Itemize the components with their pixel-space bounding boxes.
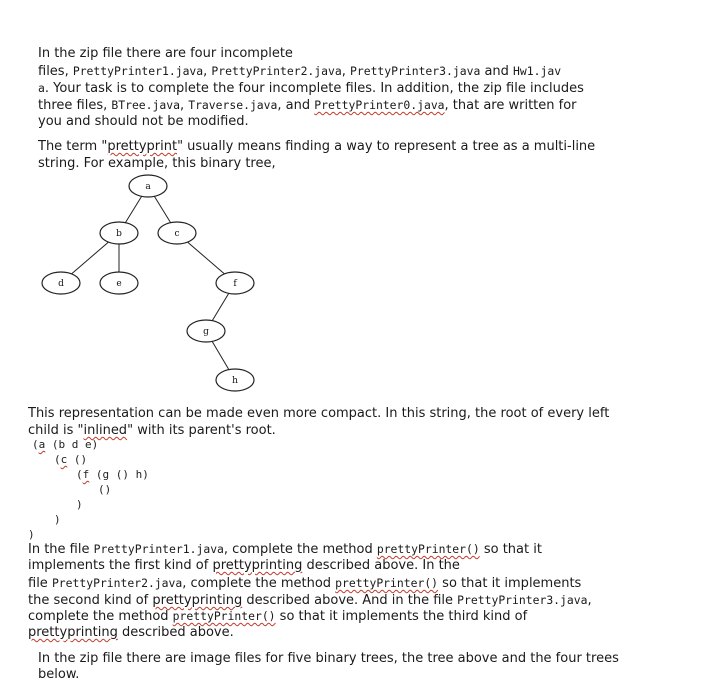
filename-traverse: Traverse.java [188, 98, 278, 112]
code-line-3 [76, 468, 149, 482]
task-text: described above. And in the file [242, 593, 458, 608]
filename-prettyprinter2: PrettyPrinter2.java [211, 64, 342, 78]
compact-text: child is " [28, 423, 84, 438]
task-text: so that it implements the third kind of [275, 609, 528, 624]
task-text: complete the method [28, 609, 173, 624]
code-text: (b d e) [45, 438, 99, 451]
term-prettyprinting: prettyprinting [28, 625, 118, 640]
tree-node-label-b: b [116, 229, 122, 239]
filename-prettyprinter3: PrettyPrinter3.java [457, 593, 588, 607]
code-text: (g () h) [89, 468, 149, 481]
code-line-4: () [98, 483, 112, 496]
tree-node-label-c: c [174, 229, 180, 239]
code-line-2 [54, 453, 87, 467]
filename-hw1-part1: Hw1.jav [513, 64, 562, 78]
tree-node-label-e: e [116, 279, 122, 289]
filename-prettyprinter0: PrettyPrinter0.java [314, 98, 445, 112]
task-text: , complete the method [182, 576, 336, 591]
task-line-6 [28, 625, 234, 642]
tree-node-label-h: h [232, 376, 238, 386]
task-line-1 [28, 541, 542, 559]
term-prettyprinting: prettyprinting [152, 593, 243, 608]
compact-text: This representation can be made even more compact. In this string, the root of every left [28, 406, 610, 421]
code-line-1 [32, 438, 98, 452]
task-text: the second kind of [28, 593, 153, 608]
closing-line-1 [38, 651, 619, 668]
tree-node-label-f: f [233, 279, 237, 289]
code-text: () [67, 453, 88, 466]
task-text: , [587, 593, 592, 608]
method-prettyprinter: prettyPrinter() [376, 542, 480, 556]
task-text: implements the first kind of [28, 558, 213, 573]
compact-line-1 [28, 406, 609, 423]
def-text: The term " [38, 139, 108, 154]
tree-node-label-g: g [203, 327, 209, 337]
task-text: so that it implements [438, 576, 582, 591]
filename-prettyprinter1: PrettyPrinter1.java [72, 64, 204, 78]
def-text: string. For example, this binary tree, [38, 156, 276, 171]
filename-btree: BTree.java [111, 98, 180, 112]
term-prettyprinting: prettyprinting [212, 558, 303, 573]
intro-text: , [203, 64, 212, 79]
task-text: described above. [117, 625, 234, 640]
task-text: In the file [28, 542, 94, 557]
intro-text: three files, [38, 98, 112, 113]
intro-text: , and [277, 98, 315, 113]
task-text: , complete the method [223, 542, 377, 557]
task-line-2 [28, 558, 460, 575]
compact-text: " with its parent's root. [127, 423, 276, 438]
code-text: ( [76, 468, 83, 481]
filename-prettyprinter1: PrettyPrinter1.java [93, 542, 224, 556]
intro-text: , [179, 98, 189, 113]
tree-node-label-d: d [58, 279, 64, 289]
closing-line-2 [38, 667, 79, 684]
code-line-5: ) [76, 498, 83, 511]
intro-text: files, [38, 64, 73, 79]
closing-text: In the zip file there are image files for five binary trees, the tree above and the four trees [38, 651, 619, 666]
term-inlined: inlined [83, 423, 128, 438]
term-prettyprint: prettyprint [107, 139, 178, 154]
tree-node-label-a: a [145, 182, 151, 192]
method-prettyprinter: prettyPrinter() [335, 576, 439, 590]
closing-text: below. [38, 667, 80, 682]
filename-prettyprinter2: PrettyPrinter2.java [51, 576, 183, 590]
code-text: f [82, 468, 90, 481]
def-text: " usually means finding a way to represent a tree as a multi-line [177, 139, 596, 154]
code-text: c [60, 453, 68, 466]
task-text: so that it [479, 542, 542, 557]
intro-text: . Your task is to complete the four incomplete files. In addition, the zip file includes [44, 81, 584, 96]
code-line-7: ) [28, 528, 35, 541]
task-line-5 [28, 608, 527, 626]
code-line-6: ) [54, 513, 61, 526]
code-text: a [38, 438, 46, 451]
code-text: ( [32, 438, 39, 451]
intro-text: In the zip file there are four incomplete [38, 46, 293, 61]
intro-text: , that are written for [444, 98, 577, 113]
filename-hw1-part2: a [38, 81, 45, 95]
filename-prettyprinter3: PrettyPrinter3.java [350, 64, 481, 78]
intro-text: and [480, 64, 514, 79]
intro-text: you and should not be modified. [38, 114, 249, 129]
intro-text: , [341, 64, 350, 79]
task-line-3 [28, 575, 581, 593]
task-text: described above. In the [302, 558, 460, 573]
method-prettyprinter: prettyPrinter() [172, 609, 276, 623]
task-text: file [28, 576, 52, 591]
code-text: ( [54, 453, 61, 466]
